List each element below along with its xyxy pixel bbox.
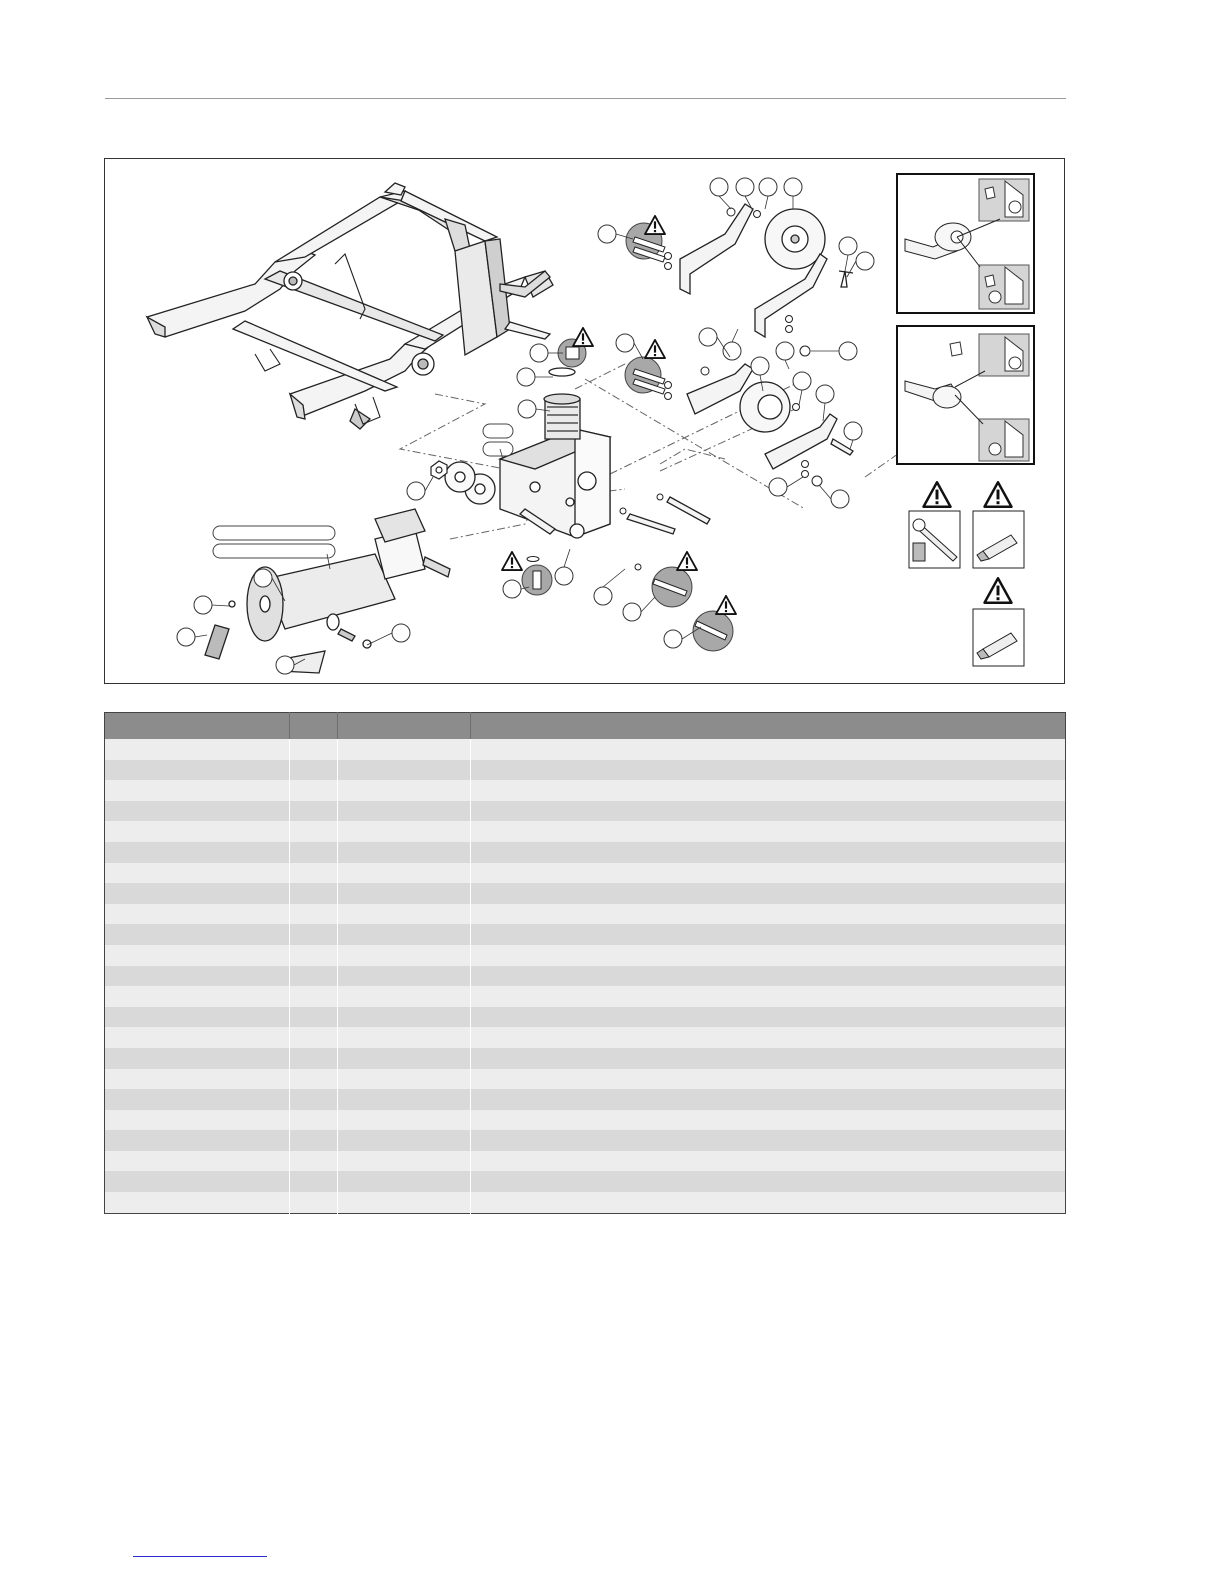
bracket-label-frames <box>483 424 513 456</box>
table-cell <box>338 1007 471 1028</box>
table-cell <box>338 1151 471 1172</box>
table-cell <box>471 842 1066 863</box>
table-cell <box>290 945 338 966</box>
table-cell <box>338 780 471 801</box>
table-cell <box>290 904 338 925</box>
table-cell <box>338 1069 471 1090</box>
table-cell <box>338 821 471 842</box>
table-cell <box>105 904 290 925</box>
table-cell <box>290 883 338 904</box>
table-cell <box>338 1130 471 1151</box>
table-cell <box>105 1151 290 1172</box>
wheel-bracket-lower <box>687 364 853 469</box>
table-cell <box>471 904 1066 925</box>
table-row <box>105 1171 1066 1192</box>
table-cell <box>471 1171 1066 1192</box>
table-row <box>105 883 1066 904</box>
table-body <box>105 739 1066 1213</box>
table-cell <box>105 986 290 1007</box>
table-cell <box>105 883 290 904</box>
table-cell <box>105 1130 290 1151</box>
table-cell <box>290 821 338 842</box>
table-cell <box>471 945 1066 966</box>
table-cell <box>338 739 471 760</box>
table-cell <box>471 780 1066 801</box>
table-row <box>105 924 1066 945</box>
motor-label-frames <box>213 526 335 558</box>
exploded-view-drawing <box>105 159 1066 685</box>
table-cell <box>338 966 471 987</box>
table-cell <box>105 739 290 760</box>
table-cell <box>105 1027 290 1048</box>
table-cell <box>105 1069 290 1090</box>
table-cell <box>290 1048 338 1069</box>
table-cell <box>290 801 338 822</box>
table-row <box>105 1007 1066 1028</box>
table-cell <box>471 863 1066 884</box>
seat-frame-illustration <box>147 183 553 429</box>
table-cell <box>105 1110 290 1131</box>
table-row <box>105 821 1066 842</box>
wheel-detail-panel-lower <box>897 326 1034 464</box>
table-row <box>105 986 1066 1007</box>
table-cell <box>471 1151 1066 1172</box>
table-cell <box>105 842 290 863</box>
table-cell <box>338 1171 471 1192</box>
wheel-detail-panel-upper <box>897 174 1034 313</box>
table-cell <box>338 842 471 863</box>
table-cell <box>471 1089 1066 1110</box>
table-cell <box>471 1110 1066 1131</box>
table-cell <box>471 1048 1066 1069</box>
table-cell <box>105 801 290 822</box>
table-row <box>105 1027 1066 1048</box>
table-cell <box>471 1007 1066 1028</box>
table-cell <box>290 1027 338 1048</box>
table-cell <box>105 821 290 842</box>
table-header-row <box>105 713 1066 740</box>
table-row <box>105 904 1066 925</box>
table-cell <box>105 1007 290 1028</box>
table-cell <box>338 760 471 781</box>
table-cell <box>290 760 338 781</box>
table-cell <box>290 780 338 801</box>
table-cell <box>290 863 338 884</box>
table-cell <box>290 1089 338 1110</box>
footer-link-rule[interactable] <box>133 1556 267 1557</box>
table-row <box>105 760 1066 781</box>
table-cell <box>290 739 338 760</box>
table-cell <box>290 1192 338 1213</box>
table-cell <box>338 1110 471 1131</box>
table-header-cell <box>338 713 471 740</box>
table-cell <box>290 1110 338 1131</box>
threadlock-tube-icon <box>973 578 1024 666</box>
exploded-view-figure <box>104 158 1065 684</box>
table-cell <box>105 1089 290 1110</box>
torque-wrench-icon <box>909 482 960 568</box>
table-cell <box>471 924 1066 945</box>
table-cell <box>105 780 290 801</box>
table-cell <box>105 1048 290 1069</box>
table-cell <box>105 863 290 884</box>
threadlock-tube-icon <box>973 482 1024 568</box>
table-cell <box>290 1130 338 1151</box>
table-cell <box>471 1069 1066 1090</box>
table-row <box>105 1110 1066 1131</box>
table-cell <box>290 1171 338 1192</box>
table-cell <box>338 883 471 904</box>
table-cell <box>105 1171 290 1192</box>
table-cell <box>105 1192 290 1213</box>
wheel-bracket-upper <box>680 204 853 337</box>
table-cell <box>471 1192 1066 1213</box>
table-cell <box>290 842 338 863</box>
table-cell <box>338 1089 471 1110</box>
table-cell <box>338 924 471 945</box>
table-row <box>105 739 1066 760</box>
table-row <box>105 842 1066 863</box>
table-cell <box>338 801 471 822</box>
table-header-cell <box>471 713 1066 740</box>
table-row <box>105 1048 1066 1069</box>
table-header-cell <box>290 713 338 740</box>
table-row <box>105 1192 1066 1213</box>
table-cell <box>338 1027 471 1048</box>
table-row <box>105 945 1066 966</box>
table-cell <box>338 986 471 1007</box>
table-row <box>105 780 1066 801</box>
table-row <box>105 801 1066 822</box>
table-cell <box>290 924 338 945</box>
table-row <box>105 1151 1066 1172</box>
table-cell <box>105 924 290 945</box>
table-cell <box>338 904 471 925</box>
table-cell <box>471 1027 1066 1048</box>
table-cell <box>471 739 1066 760</box>
table-cell <box>338 863 471 884</box>
table-cell <box>290 1069 338 1090</box>
table-cell <box>105 945 290 966</box>
table-cell <box>290 966 338 987</box>
table-cell <box>471 821 1066 842</box>
table-row <box>105 1069 1066 1090</box>
table-cell <box>338 1048 471 1069</box>
table-cell <box>471 986 1066 1007</box>
table-cell <box>290 986 338 1007</box>
table-cell <box>290 1151 338 1172</box>
table-row <box>105 1089 1066 1110</box>
table-cell <box>471 966 1066 987</box>
table-cell <box>471 760 1066 781</box>
table-header-cell <box>105 713 290 740</box>
table-cell <box>338 945 471 966</box>
parts-list-table <box>104 712 1066 1214</box>
table-cell <box>471 883 1066 904</box>
table-cell <box>105 760 290 781</box>
header-rule <box>105 98 1066 99</box>
table-cell <box>290 1007 338 1028</box>
table-cell <box>338 1192 471 1213</box>
table-row <box>105 1130 1066 1151</box>
table-cell <box>471 801 1066 822</box>
table-cell <box>471 1130 1066 1151</box>
table-row <box>105 863 1066 884</box>
table-cell <box>105 966 290 987</box>
table-row <box>105 966 1066 987</box>
